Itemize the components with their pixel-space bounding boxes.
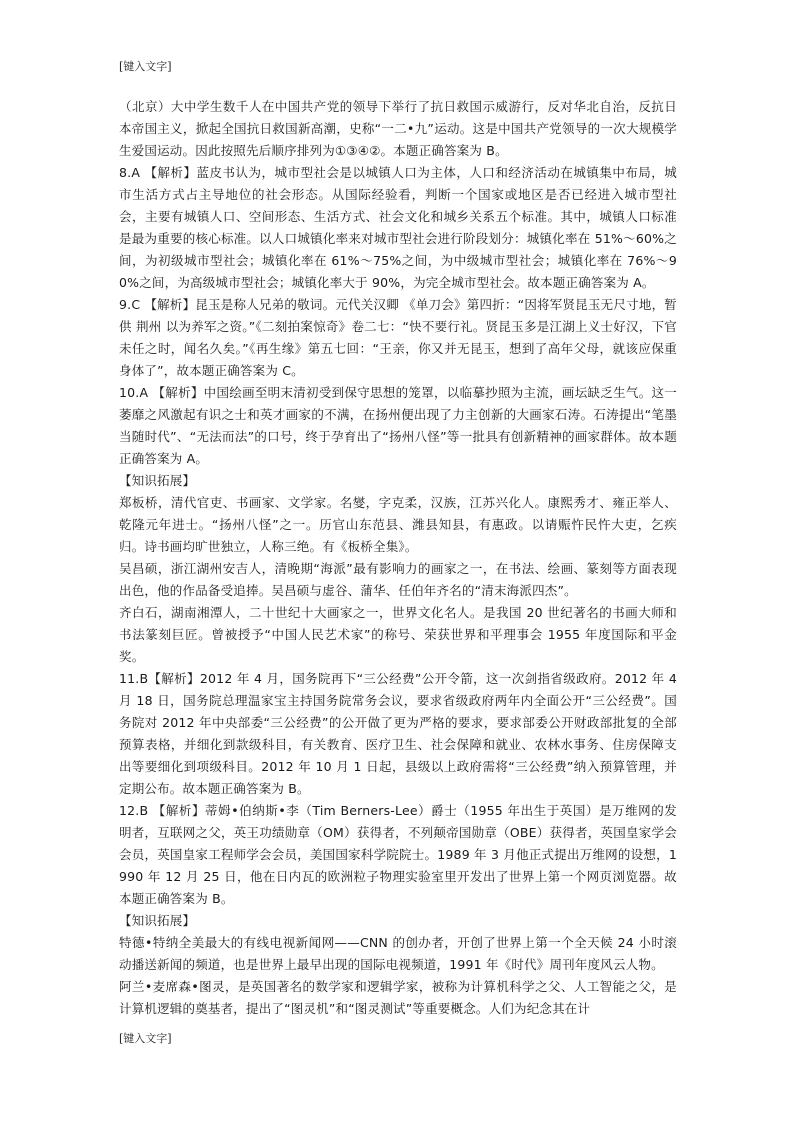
paragraph-zheng-banqiao: 郑板桥，清代官吏、书画家、文学家。名燮，字克柔，汉族，江苏兴化人。康熙秀才、雍正举人、乾隆元年进士。“扬州八怪”之一。历官山东范县、潍县知县，有惠政。以请赈忤民忤大吏，乞疾归。诗书画均旷世独立，人称三绝。有《板桥全集》。 bbox=[119, 495, 677, 554]
paragraph-q7-continuation: （北京）大中学生数千人在中国共产党的领导下举行了抗日救国示威游行，反对华北自治，反抗日本帝国主义，掀起全国抗日救国新高潮，史称“一二•九”运动。这是中国共产党领导的一次大规模学生爱国运动。因此按照先后顺序排列为①③④②。本题正确答案为 B。 bbox=[119, 99, 677, 158]
page-header: [键入文字] bbox=[119, 60, 172, 73]
paragraph-qi-baishi: 齐白石，湖南湘潭人，二十世纪十大画家之一，世界文化名人。是我国 20 世纪著名的书画大师和书法篆刻巨匠。曾被授予“中国人民艺术家”的称号、荣获世界和平理事会 1955 年度国际和平金奖。 bbox=[119, 605, 677, 664]
paragraph-q11-answer: 11.B【解析】2012 年 4 月，国务院再下“三公经费”公开令箭，这一次剑指省级政府。2012 年 4 月 18 日，国务院总理温家宝主持国务院常务会议，要求省级政府两年内全面公开“三公经费”。国务院对 2012 年中央部委“三公经费”的公开做了更为严格的要求，要求部委公开财政部批复的全部预算表格，并细化到款级科目，有关教育、医疗卫生、社会保障和就业、农林水事务、住房保障支出等要细化到项级科目。2012 年 10 月 1 日起，县级以上政府需将“三公经费”纳入预算管理，并定期公布。故本题正确答案为 B。 bbox=[119, 671, 677, 796]
page-footer: [键入文字] bbox=[119, 1032, 172, 1045]
document-body bbox=[119, 96, 677, 1020]
paragraph-q10-answer: 10.A 【解析】中国绘画至明末清初受到保守思想的笼罩，以临摹抄照为主流，画坛缺乏生气。这一萎靡之风激起有识之士和英才画家的不满，在扬州便出现了力主创新的大画家石涛。石涛提出“笔墨当随时代”、“无法而法”的口号，终于孕育出了“扬州八怪”等一批具有创新精神的画家群体。故本题正确答案为 A。 bbox=[119, 385, 677, 466]
knowledge-extension-heading: 【知识拓展】 bbox=[119, 913, 196, 928]
knowledge-extension-heading: 【知识拓展】 bbox=[119, 473, 196, 488]
paragraph-ted-turner: 特德•特纳全美最大的有线电视新闻网——CNN 的创办者，开创了世界上第一个全天候 24 小时滚动播送新闻的频道，也是世界上最早出现的国际电视频道，1991 年《时代》周刊年度风云人物。 bbox=[119, 935, 677, 972]
paragraph-q12-answer: 12.B 【解析】蒂姆•伯纳斯•李（Tim Berners-Lee）爵士（1955 年出生于英国）是万维网的发明者，互联网之父，英王功绩勋章（OM）获得者，不列颠帝国勋章（OBE）获得者，英国皇家学会会员，英国皇家工程师学会会员，美国国家科学院院士。1989 年 3 月他正式提出万维网的设想，1990 年 12 月 25 日，他在日内瓦的欧洲粒子物理实验室里开发出了世界上第一个网页浏览器。故本题正确答案为 B。 bbox=[119, 803, 677, 906]
paragraph-q8-answer: 8.A 【解析】蓝皮书认为，城市型社会是以城镇人口为主体，人口和经济活动在城镇集中布局，城市生活方式占主导地位的社会形态。从国际经验看，判断一个国家或地区是否已经进入城市型社会，主要有城镇人口、空间形态、生活方式、社会文化和城乡关系五个标准。其中，城镇人口标准是最为重要的核心标准。以人口城镇化率来对城市型社会进行阶段划分：城镇化率在 51%～60%之间，为初级城市型社会；城镇化率在 61%～75%之间，为中级城市型社会；城镇化率在 76%～90%之间，为高级城市型社会；城镇化率大于 90%，为完全城市型社会。故本题正确答案为 A。 bbox=[119, 165, 677, 290]
paragraph-alan-turing: 阿兰•麦席森•图灵，是英国著名的数学家和逻辑学家，被称为计算机科学之父、人工智能之父，是计算机逻辑的奠基者，提出了“图灵机”和“图灵测试”等重要概念。人们为纪念其在计 bbox=[119, 979, 677, 1016]
paragraph-q9-answer: 9.C 【解析】昆玉是称人兄弟的敬词。元代关汉卿 《单刀会》第四折：“因将军贤昆玉无尺寸地，暂供 荆州 以为养军之资。”《二刻拍案惊奇》卷二七：“快不要行礼。贤昆玉多是江湖上义士好汉，下官未任之时，闻名久矣。”《再生缘》第五七回：“王亲，你又并无昆玉，想到了高年父母，就该应保重身体了”，故本题正确答案为 C。 bbox=[119, 297, 677, 378]
paragraph-wu-changshuo: 吴昌硕，浙江湖州安吉人，清晚期“海派”最有影响力的画家之一，在书法、绘画、篆刻等方面表现出色，他的作品备受追捧。吴昌硕与虚谷、蒲华、任伯年齐名的“清末海派四杰”。 bbox=[119, 561, 677, 598]
